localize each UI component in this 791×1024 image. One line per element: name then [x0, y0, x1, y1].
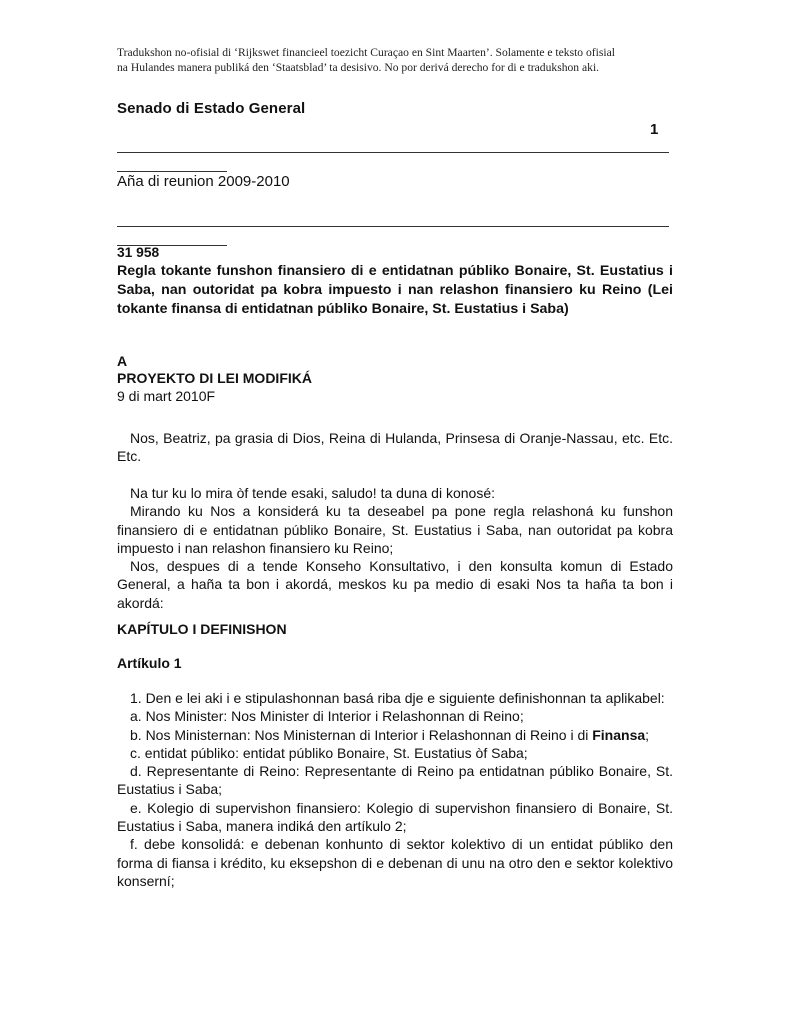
article-heading: Artíkulo 1	[117, 655, 182, 671]
bill-date: 9 di mart 2010F	[117, 388, 216, 404]
definition-punctuation: ;	[645, 726, 650, 743]
article-intro: 1. Den e lei aki i e stipulashonnan basá riba dje e siguiente definishonnan ta aplikabel:	[130, 690, 665, 706]
definition-item: c. entidat públiko: entidat públiko Bonaire, St. Eustatius òf Saba;	[130, 744, 528, 761]
divider-line-short	[117, 171, 227, 172]
preamble-paragraph: Nos, despues di a tende Konseho Konsultativo, i den konsulta komun di Estado General, a haña ta bon i akordá, meskos ku pa medio di esaki Nos ta haña ta bon i akordá:	[117, 558, 673, 611]
definition-item: d. Representante di Reino: Representante di Reino pa entidatnan públiko Bonaire, St. Eustatius i Saba;	[117, 763, 673, 798]
chapter-heading: KAPÍTULO I DEFINISHON	[117, 621, 287, 637]
section-letter: A	[117, 353, 128, 369]
preamble-paragraph: Mirando ku Nos a konsiderá ku ta deseabel pa pone regla relashoná ku funshon finansiero di e entidatnan públiko Bonaire, St. Eustatius i Saba, nan outoridat pa kobra impuesto i nan relashon finansiero ku Reino;	[117, 503, 673, 556]
divider-line	[117, 152, 669, 153]
article-body	[117, 689, 673, 890]
definition-item: e. Kolegio di supervishon finansiero: Kolegio di supervishon finansiero di Bonaire, St. Eustatius i Saba, manera indiká den artíkulo 2;	[117, 799, 673, 835]
definition-item: f. debe konsolidá: e debenan konhunto di sektor kolektivo di un entidat públiko den forma di fiansa i krédito, ku eksepshon di e debenan di unu na otro den e sektor kolektivo konserní;	[117, 836, 673, 889]
definition-item: a. Nos Minister: Nos Minister di Interior i Relashonnan di Reino;	[130, 708, 524, 725]
preamble-royal	[117, 429, 673, 466]
definition-text: b. Nos Ministernan: Nos Ministernan di Interior i Relashonnan di Reino i di	[130, 726, 593, 743]
divider-line	[117, 226, 669, 227]
definition-bold-term: Finansa	[592, 726, 646, 743]
preamble-body	[117, 484, 673, 612]
disclaimer-line-1: Tradukshon no-ofisial di ‘Rijkswet financieel toezicht Curaçao en Sint Maarten’. Solamente e teksto ofisial	[117, 46, 615, 59]
preamble-paragraph: Na tur ku lo mira òf tende esaki, saludo! ta duna di konosé:	[130, 485, 495, 501]
preamble-paragraph: Nos, Beatriz, pa grasia di Dios, Reina di Hulanda, Prinsesa di Oranje-Nassau, etc. Etc. Etc.	[117, 430, 673, 465]
disclaimer-line-2: na Hulandes manera publiká den ‘Staatsblad’ ta desisivo. No por derivá derecho for di e tradukshon aki.	[117, 61, 600, 74]
page-number: 1	[650, 121, 659, 138]
bill-title: Regla tokante funshon finansiero di e entidatnan públiko Bonaire, St. Eustatius i Saba, nan outoridat pa kobra impuesto i nan relashon finansiero ku Reino (Lei tokante finansa di entidatnan públiko Bonaire, St. Eustatius i Saba)	[117, 263, 673, 317]
section-title: PROYEKTO DI LEI MODIFIKÁ	[117, 370, 312, 386]
session-year: Aña di reunion 2009-2010	[117, 173, 290, 190]
bill-number: 31 958	[117, 245, 160, 260]
translation-disclaimer	[117, 45, 697, 75]
definition-item	[117, 726, 673, 744]
institution-heading: Senado di Estado General	[117, 100, 306, 117]
